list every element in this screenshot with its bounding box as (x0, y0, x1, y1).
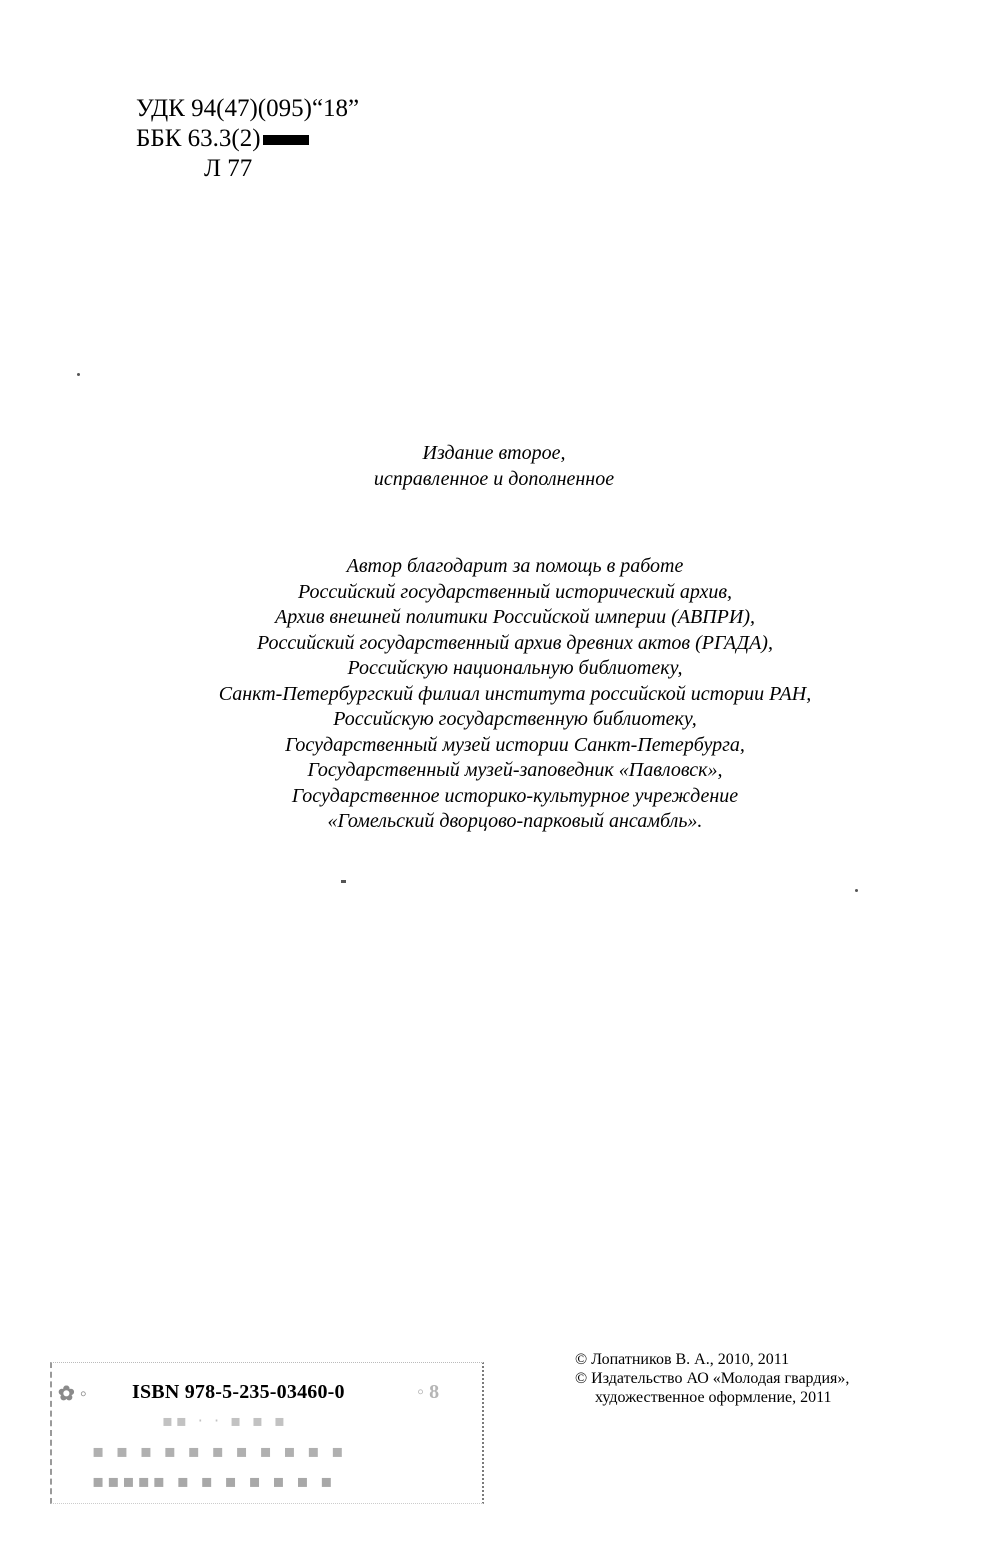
edition-line-2: исправленное и дополненное (373, 468, 615, 490)
copyright-block (575, 1350, 849, 1407)
bbk-code-text: ББК 63.3(2) (136, 125, 261, 152)
acknowledgement-line: Российскую государственную библиотеку, (333, 708, 697, 730)
print-speck (77, 373, 80, 376)
author-mark: Л 77 (204, 155, 253, 182)
library-stamp (50, 1362, 484, 1504)
classification-block (136, 94, 359, 184)
stamp-faded-mark: ▪▪ · · ▪ ▪ ▪ (162, 1411, 288, 1430)
acknowledgement-line: Санкт-Петербургский филиал института российской истории РАН, (218, 682, 812, 705)
acknowledgement-line: Государственный музей истории Санкт-Петербурга, (285, 733, 745, 756)
acknowledgement-line: Государственное историко-культурное учреждение (291, 784, 739, 807)
acknowledgement-line: Российский государственный исторический архив, (297, 580, 733, 603)
print-speck (855, 889, 858, 892)
copyright-design: художественное оформление, 2011 (595, 1389, 832, 1406)
acknowledgements (0, 554, 988, 835)
stamp-faded-mark: ▪▪▪▪▪ ▪ ▪ ▪ ▪ ▪ ▪ ▪ (92, 1471, 336, 1492)
acknowledgement-line: Государственный музей-заповедник «Павловск», (307, 759, 723, 781)
bbk-struck-out-mark (263, 135, 309, 145)
udk-code: УДК 94(47)(095)“18” (136, 95, 360, 122)
edition-note (0, 440, 988, 492)
stamp-faded-mark: ◦ 8 (417, 1381, 440, 1403)
acknowledgement-line: Российскую национальную библиотеку, (347, 657, 683, 679)
copyright-publisher: © Издательство АО «Молодая гвардия», (575, 1370, 850, 1387)
bbk-code (136, 124, 359, 154)
stamp-faded-mark: ▪ ▪ ▪ ▪ ▪ ▪ ▪ ▪ ▪ ▪ ▪ (92, 1441, 347, 1462)
isbn: ISBN 978-5-235-03460-0 (132, 1381, 345, 1403)
print-speck (341, 880, 346, 883)
acknowledgement-line: Архив внешней политики Российской империи (АВПРИ), (275, 606, 755, 628)
acknowledgement-line: «Гомельский дворцово-парковый ансамбль». (327, 810, 703, 832)
acknowledgement-line: Российский государственный архив древних актов (РГАДА), (257, 631, 773, 654)
acknowledgement-line: Автор благодарит за помощь в работе (346, 555, 684, 577)
copyright-author: © Лопатников В. А., 2010, 2011 (575, 1351, 790, 1368)
edition-line-1: Издание второе, (422, 442, 566, 464)
stamp-faded-mark: ✿ ◦ (58, 1383, 87, 1405)
